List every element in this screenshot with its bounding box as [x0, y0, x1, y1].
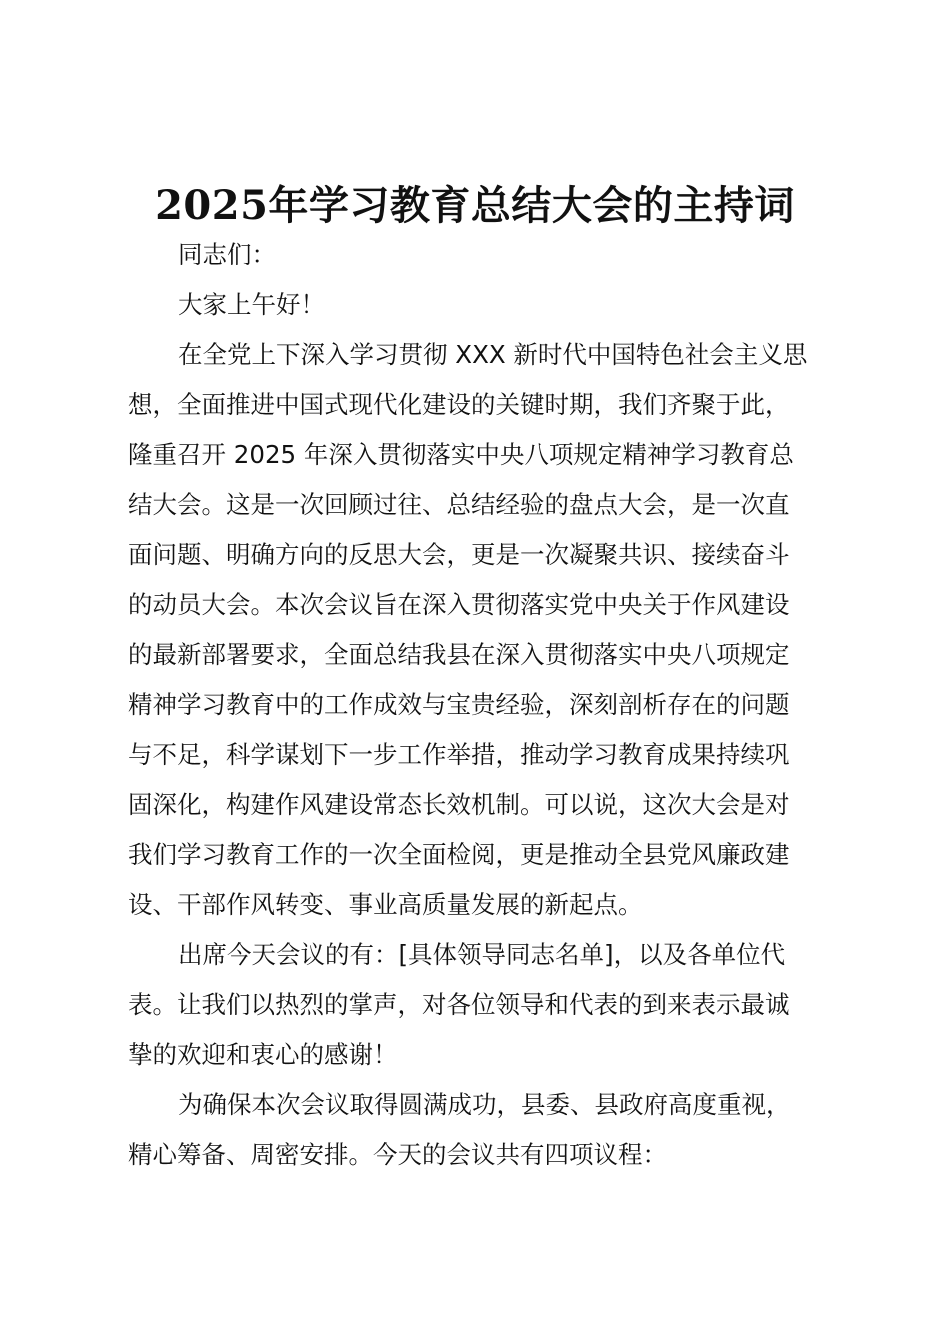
paragraph-line: 的最新部署要求，全面总结我县在深入贯彻落实中央八项规定 — [128, 640, 790, 669]
paragraph-line: 隆重召开 2025 年深入贯彻落实中央八项规定精神学习教育总 — [128, 440, 794, 469]
paragraph-line: 与不足，科学谋划下一步工作举措，推动学习教育成果持续巩 — [128, 740, 790, 769]
paragraph-line: 为确保本次会议取得圆满成功，县委、县政府高度重视， — [178, 1090, 791, 1119]
paragraph-line: 想，全面推进中国式现代化建设的关键时期，我们齐聚于此， — [128, 390, 790, 419]
paragraph-line: 在全党上下深入学习贯彻 XXX 新时代中国特色社会主义思 — [178, 340, 808, 369]
paragraph-line: 表。让我们以热烈的掌声，对各位领导和代表的到来表示最诚 — [128, 990, 790, 1019]
paragraph-line: 的动员大会。本次会议旨在深入贯彻落实党中央关于作风建设 — [128, 590, 790, 619]
paragraph-line: 同志们： — [178, 240, 276, 269]
paragraph-greeting — [128, 230, 838, 280]
document-title: 2025年学习教育总结大会的主持词 — [155, 182, 795, 229]
paragraph-salutation — [128, 280, 838, 330]
paragraph-line: 结大会。这是一次回顾过往、总结经验的盘点大会，是一次直 — [128, 490, 790, 519]
paragraph-opening — [128, 330, 838, 930]
paragraph-line: 面问题、明确方向的反思大会，更是一次凝聚共识、接续奋斗 — [128, 540, 790, 569]
document-body — [128, 230, 838, 1180]
paragraph-attendees — [128, 930, 838, 1080]
paragraph-agenda-intro — [128, 1080, 838, 1180]
paragraph-line: 出席今天会议的有：[具体领导同志名单]，以及各单位代 — [178, 940, 786, 969]
paragraph-line: 设、干部作风转变、事业高质量发展的新起点。 — [128, 890, 643, 919]
paragraph-line: 大家上午好！ — [178, 290, 325, 319]
paragraph-line: 我们学习教育工作的一次全面检阅，更是推动全县党风廉政建 — [128, 840, 790, 869]
paragraph-line: 固深化，构建作风建设常态长效机制。可以说，这次大会是对 — [128, 790, 790, 819]
paragraph-line: 精心筹备、周密安排。今天的会议共有四项议程： — [128, 1140, 667, 1169]
paragraph-line: 精神学习教育中的工作成效与宝贵经验，深刻剖析存在的问题 — [128, 690, 790, 719]
paragraph-line: 挚的欢迎和衷心的感谢！ — [128, 1040, 398, 1069]
